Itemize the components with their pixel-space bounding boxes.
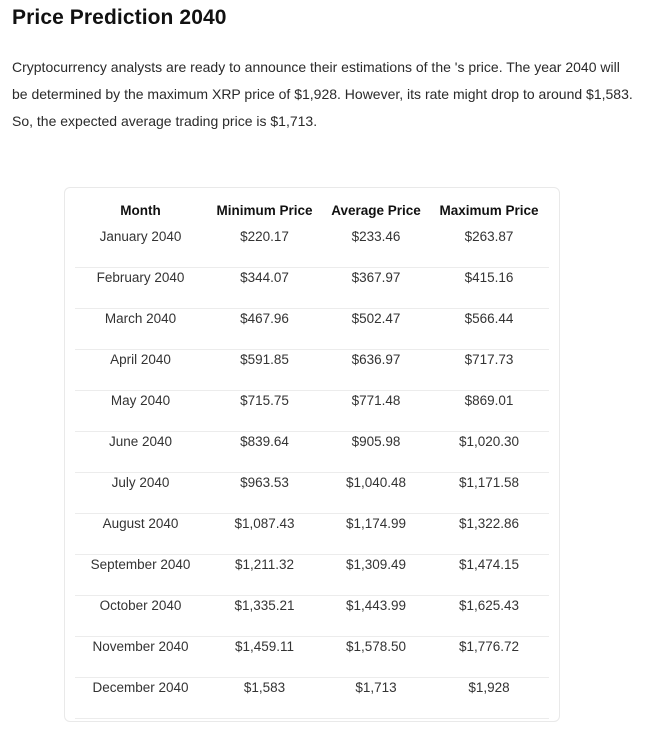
cell-maximum-price: $1,171.58 [429,472,549,513]
cell-maximum-price: $1,928 [429,677,549,718]
cell-maximum-price: $1,776.72 [429,636,549,677]
cell-minimum-price: $715.75 [206,390,323,431]
cell-maximum-price: $717.73 [429,349,549,390]
table-row [75,431,549,472]
cell-minimum-price: $1,583 [206,677,323,718]
table-row [75,513,549,554]
table-row [75,222,549,267]
cell-month: September 2040 [75,554,206,595]
cell-month: January 2040 [75,222,206,267]
cell-minimum-price: $1,459.11 [206,636,323,677]
cell-average-price: $1,578.50 [323,636,429,677]
price-table-card [64,187,560,722]
cell-minimum-price: $344.07 [206,267,323,308]
cell-average-price: $367.97 [323,267,429,308]
cell-average-price: $771.48 [323,390,429,431]
page-title: Price Prediction 2040 [12,6,227,29]
cell-maximum-price: $869.01 [429,390,549,431]
cell-month: May 2040 [75,390,206,431]
cell-average-price: $1,309.49 [323,554,429,595]
cell-maximum-price: $415.16 [429,267,549,308]
header-minimum-price: Minimum Price [216,202,313,218]
table-row [75,308,549,349]
cell-minimum-price: $963.53 [206,472,323,513]
cell-average-price: $1,174.99 [323,513,429,554]
cell-minimum-price: $591.85 [206,349,323,390]
table-row [75,390,549,431]
table-row [75,636,549,677]
cell-minimum-price: $1,211.32 [206,554,323,595]
table-row [75,349,549,390]
cell-maximum-price: $263.87 [429,222,549,267]
cell-average-price: $905.98 [323,431,429,472]
price-prediction-table [75,198,549,719]
cell-maximum-price: $566.44 [429,308,549,349]
table-row [75,677,549,718]
intro-paragraph: Cryptocurrency analysts are ready to announce their estimations of the 's price. The year 2040 will be determined by the maximum XRP price of $1,928. However, its rate might drop to around $1,583. So, the expected average trading price is $1,713. [12,59,633,129]
table-row [75,472,549,513]
cell-minimum-price: $220.17 [206,222,323,267]
cell-month: October 2040 [75,595,206,636]
cell-month: March 2040 [75,308,206,349]
table-header [75,198,549,222]
cell-month: December 2040 [75,677,206,718]
cell-minimum-price: $839.64 [206,431,323,472]
cell-month: August 2040 [75,513,206,554]
cell-average-price: $1,040.48 [323,472,429,513]
cell-average-price: $502.47 [323,308,429,349]
table-row [75,554,549,595]
cell-maximum-price: $1,625.43 [429,595,549,636]
table-row [75,595,549,636]
header-maximum-price: Maximum Price [439,202,539,218]
cell-minimum-price: $1,087.43 [206,513,323,554]
cell-month: April 2040 [75,349,206,390]
cell-month: November 2040 [75,636,206,677]
cell-maximum-price: $1,322.86 [429,513,549,554]
cell-maximum-price: $1,020.30 [429,431,549,472]
cell-minimum-price: $1,335.21 [206,595,323,636]
cell-month: July 2040 [75,472,206,513]
cell-month: June 2040 [75,431,206,472]
table-body [75,222,549,718]
cell-average-price: $636.97 [323,349,429,390]
cell-month: February 2040 [75,267,206,308]
header-month: Month [120,202,161,218]
header-average-price: Average Price [331,202,421,218]
table-row [75,267,549,308]
cell-minimum-price: $467.96 [206,308,323,349]
cell-average-price: $1,443.99 [323,595,429,636]
table-header-row [75,198,549,222]
cell-average-price: $1,713 [323,677,429,718]
cell-maximum-price: $1,474.15 [429,554,549,595]
cell-average-price: $233.46 [323,222,429,267]
